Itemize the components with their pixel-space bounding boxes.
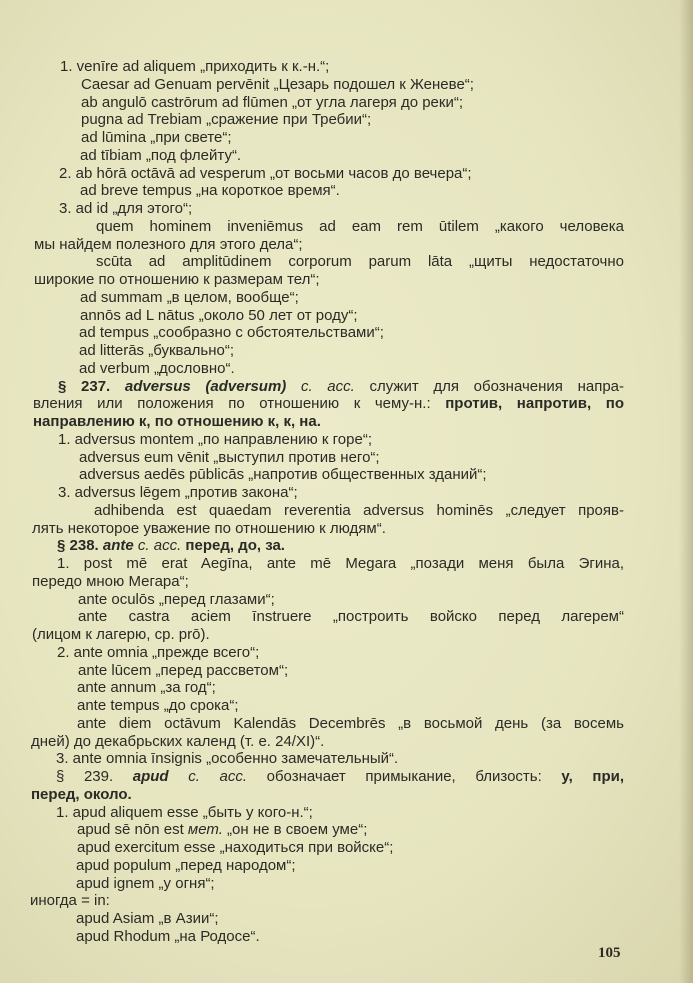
text-span: § 239. <box>56 768 133 785</box>
text-span: передо мною Мегара“; <box>32 572 189 590</box>
text-line <box>32 626 210 644</box>
text-span: ad lūmina „при свете“; <box>81 129 232 146</box>
page-edge-shadow <box>679 0 693 983</box>
text-span: лять некоторое уважение по отношению к людям“. <box>32 519 386 537</box>
text-span: 2. ante omnia „прежде всего“; <box>57 643 260 661</box>
text-line <box>57 644 259 662</box>
text-line <box>56 804 313 822</box>
text-line <box>77 697 239 715</box>
text-line <box>33 395 624 413</box>
text-line <box>79 324 384 342</box>
text-line <box>94 502 624 520</box>
text-span: ad verbum „дословно“. <box>79 359 235 377</box>
text-line <box>79 449 380 467</box>
text-line <box>78 662 288 680</box>
text-span: ad tempus „сообразно с обстоятельствами“; <box>79 324 384 342</box>
text-span: quem hominem inveniēmus ad eam rem ūtilem „какого человека <box>96 217 624 235</box>
emphasized-text: против, напротив, по <box>445 395 624 413</box>
text-line <box>79 466 487 484</box>
text-line <box>96 218 624 236</box>
text-span: обозначает примыкание, близость: <box>247 768 562 785</box>
text-line <box>60 58 329 76</box>
emphasized-text: c. acc. <box>137 537 182 555</box>
text-span: ante annum „за год“; <box>77 679 216 697</box>
text-line <box>56 750 398 768</box>
text-line <box>58 378 624 396</box>
text-span: apud sē nōn est <box>77 821 188 839</box>
text-line <box>78 608 624 626</box>
text-span: annōs ad L nātus „около 50 лет от роду“; <box>80 306 358 324</box>
text-line <box>81 129 232 147</box>
text-span: ante tempus „до срока“; <box>77 697 239 714</box>
text-line <box>32 520 386 538</box>
text-line <box>81 94 463 112</box>
text-span: scūta ad amplitūdinem corporum parum lāta „щиты недостаточно <box>96 253 624 271</box>
text-line <box>76 875 215 893</box>
text-span: 3. ante omnia īnsignis „особенно замечательный“. <box>56 750 399 768</box>
text-span: (лицом к лагерю, ср. prō). <box>32 626 210 643</box>
text-line <box>58 431 372 449</box>
text-span: pugna ad Trebiam „сражение при Требии“; <box>81 111 372 129</box>
text-span: Caesar ad Genuam pervēnit „Цезарь подошел к Женеве“; <box>81 75 474 93</box>
text-span: „он не в своем уме“; <box>222 821 368 839</box>
text-line <box>58 484 298 502</box>
text-span: 3. ad id „для этого“; <box>59 200 193 217</box>
text-span: ad litterās „буквально“; <box>79 342 235 359</box>
text-span: apud Rhodum „на Родосе“. <box>76 927 260 945</box>
text-span <box>169 768 189 785</box>
text-span: ante lūcem „перед рассветом“; <box>78 661 289 679</box>
text-line <box>80 307 358 325</box>
text-span <box>286 378 301 395</box>
text-line <box>77 715 624 733</box>
text-line <box>59 200 192 218</box>
text-line <box>80 289 299 307</box>
text-line <box>81 76 474 94</box>
text-line <box>77 821 367 839</box>
text-line <box>76 910 219 928</box>
text-span: ante castra aciem īnstruere „построить войско перед лагерем“ <box>78 608 624 626</box>
text-line <box>77 839 393 857</box>
text-span: ante oculōs „перед глазами“; <box>78 590 275 608</box>
emphasized-text: § 237. <box>58 377 125 395</box>
text-line <box>31 786 132 804</box>
emphasized-text: apud <box>132 768 169 785</box>
emphasized-text: перед, около. <box>31 785 132 803</box>
text-line <box>77 679 216 697</box>
text-line <box>34 236 303 254</box>
text-line <box>96 253 624 271</box>
text-line <box>79 342 234 360</box>
text-line <box>34 271 320 289</box>
emphasized-text: ante <box>102 537 134 555</box>
text-span: ad tībiam „под флейту“. <box>80 146 242 164</box>
text-line <box>80 147 241 165</box>
emphasized-text: c. acc. <box>188 768 248 785</box>
text-span: apud exercitum esse „находиться при войске“; <box>77 839 394 856</box>
text-line <box>76 928 260 946</box>
text-line <box>56 768 624 786</box>
text-span: ante diem octāvum Kalendās Decembrēs „в восьмой день (за восемь <box>77 714 624 732</box>
text-span: ab angulō castrōrum ad flūmen „от угла лагеря до реки“; <box>81 93 463 111</box>
emphasized-text: c. acc. <box>300 377 355 395</box>
text-span: 1. adversus montem „по направлению к горе“; <box>58 430 372 448</box>
emphasized-text: мет. <box>187 821 223 839</box>
text-span: 3. adversus lēgem „против закона“; <box>58 484 298 501</box>
emphasized-text: § 238. <box>57 537 103 555</box>
text-span: 1. post mē erat Aegīna, ante mē Megara „позади меня была Эгина, <box>57 555 624 572</box>
text-line <box>31 733 324 751</box>
text-span: apud ignem „у огня“; <box>76 874 215 892</box>
text-span: вления или положения по отношению к чему-н.: <box>33 395 446 413</box>
text-line <box>80 182 340 200</box>
text-span: широкие по отношению к размерам тел“; <box>34 271 320 288</box>
text-line <box>57 537 285 555</box>
text-span: 1. apud aliquem esse „быть у кого-н.“; <box>56 803 313 821</box>
text-span: apud Asiam „в Азии“; <box>76 910 219 927</box>
text-span: adhibenda est quaedam reverentia adversus hominēs „следует прояв- <box>94 501 624 519</box>
text-span: apud populum „перед народом“; <box>76 856 296 874</box>
text-span: ad breve tempus „на короткое время“. <box>80 182 340 200</box>
page-number: 105 <box>598 945 621 961</box>
emphasized-text: направлению к, по отношению к, к, на. <box>33 413 321 430</box>
text-span: служит для обозначения напра- <box>354 377 624 395</box>
text-span: adversus aedēs pūblicās „напротив общественных зданий“; <box>79 466 487 484</box>
text-span: 2. ab hōrā octāvā ad vesperum „от восьми часов до вечера“; <box>59 164 472 182</box>
text-line <box>81 111 371 129</box>
text-line <box>79 360 235 378</box>
text-span: дней) до декабрьских календ (т. е. 24/XI)“. <box>31 732 325 750</box>
text-line <box>33 413 321 431</box>
text-line <box>78 591 275 609</box>
text-line <box>32 573 189 591</box>
text-line <box>76 857 296 875</box>
emphasized-text: перед, до, за. <box>181 537 285 555</box>
text-line <box>57 555 624 573</box>
emphasized-text: у, при, <box>561 768 625 785</box>
text-span: мы найдем полезного для этого дела“; <box>34 235 303 253</box>
emphasized-text: adversus (adversum) <box>124 377 287 395</box>
text-span: adversus eum vēnit „выступил против него“; <box>79 448 380 466</box>
text-span: иногда = in: <box>30 892 110 910</box>
text-span: ad summam „в целом, вообще“; <box>80 288 299 306</box>
text-line <box>59 165 472 183</box>
text-line <box>30 892 110 910</box>
text-span: 1. venīre ad aliquem „приходить к к.-н.“; <box>60 58 330 75</box>
